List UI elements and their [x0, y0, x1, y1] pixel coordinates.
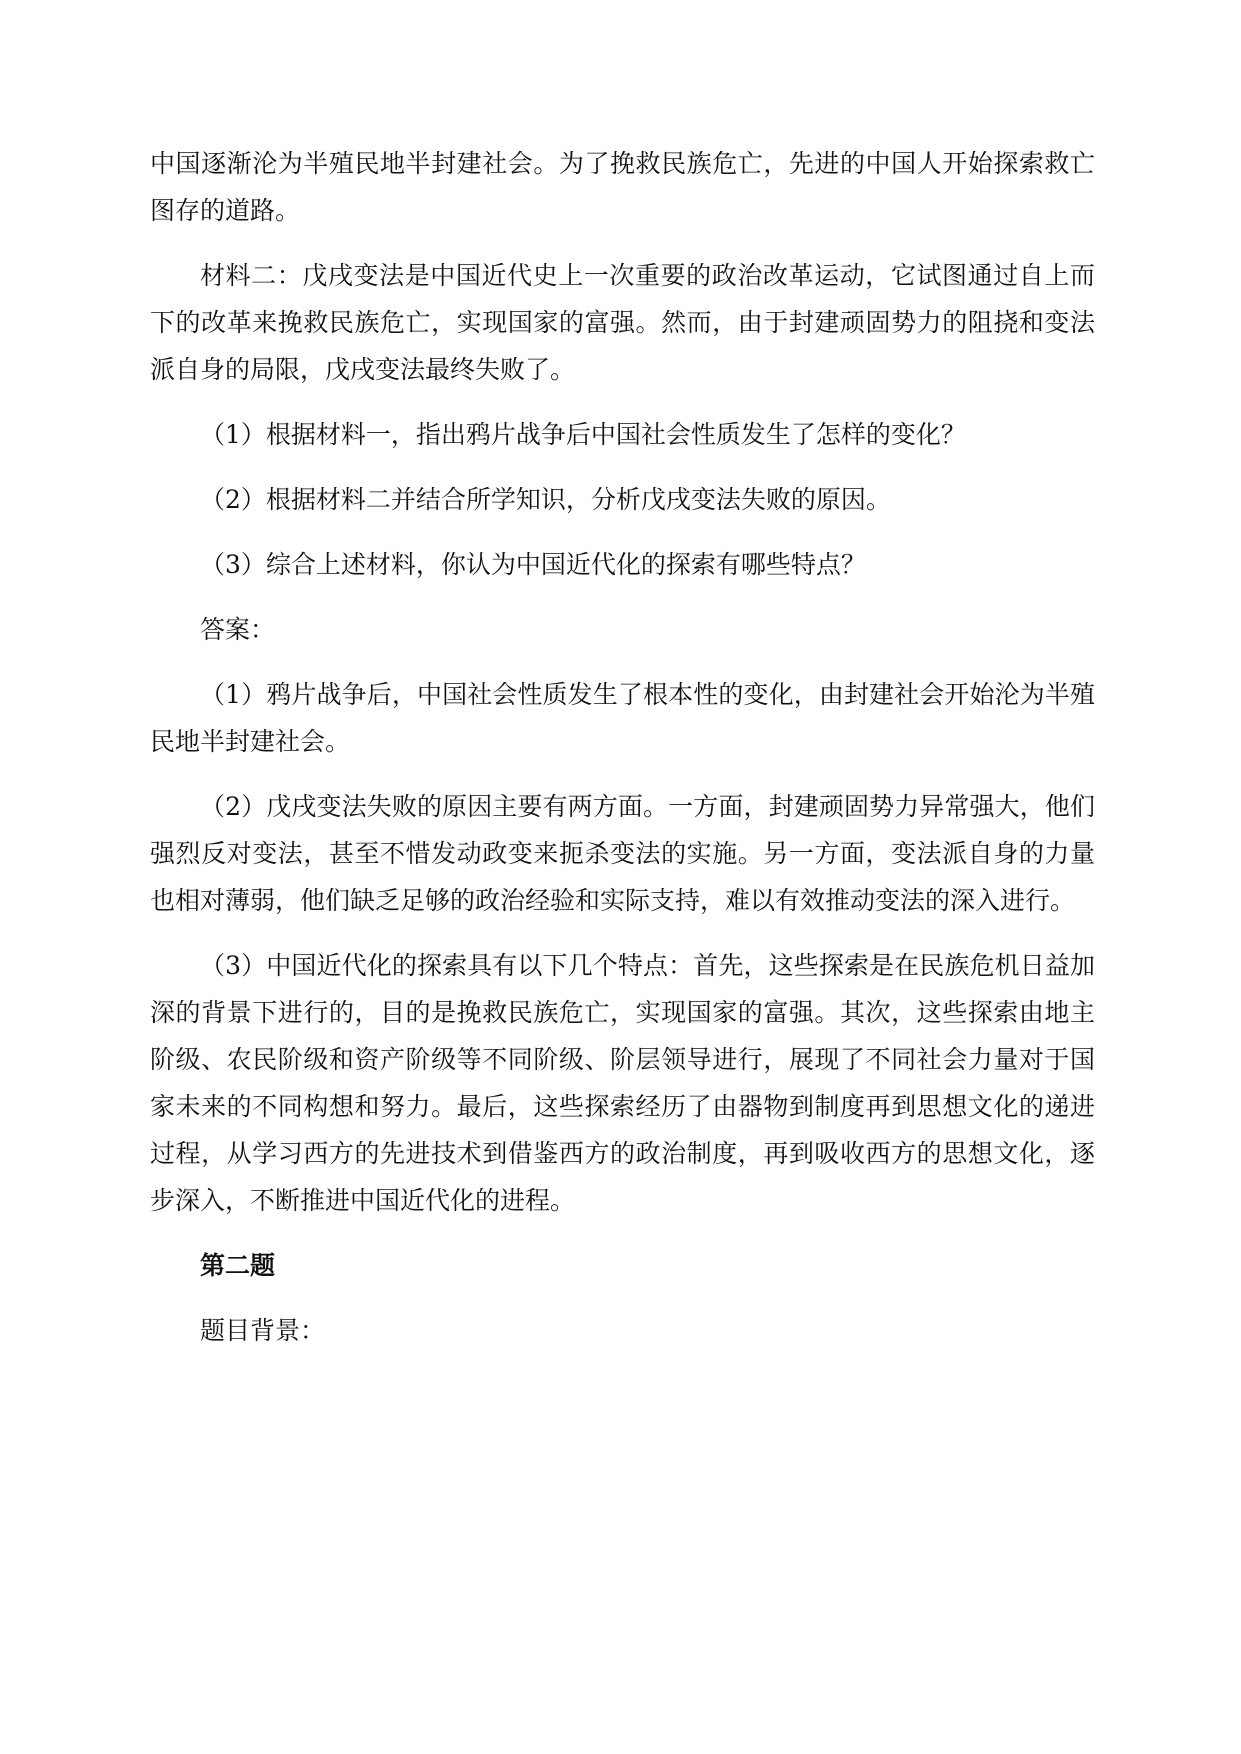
question-two: （2）根据材料二并结合所学知识，分析戊戌变法失败的原因。 — [200, 485, 891, 514]
section-subheading: 题目背景： — [200, 1316, 326, 1345]
answer-label: 答案： — [200, 615, 276, 644]
document-page — [150, 140, 1095, 1372]
section-heading: 第二题 — [200, 1251, 276, 1280]
paragraph-intro-continuation: 中国逐渐沦为半殖民地半封建社会。为了挽救民族危亡，先进的中国人开始探索救亡图存的道路。 — [150, 149, 1095, 225]
paragraph-material-two: 材料二：戊戌变法是中国近代史上一次重要的政治改革运动，它试图通过自上而下的改革来挽救民族危亡，实现国家的富强。然而，由于封建顽固势力的阻挠和变法派自身的局限，戊戌变法最终失败了。 — [150, 261, 1095, 384]
question-three: （3）综合上述材料，你认为中国近代化的探索有哪些特点？ — [200, 550, 866, 579]
answer-two: （2）戊戌变法失败的原因主要有两方面。一方面，封建顽固势力异常强大，他们强烈反对变法，甚至不惜发动政变来扼杀变法的实施。另一方面，变法派自身的力量也相对薄弱，他们缺乏足够的政治经验和实际支持，难以有效推动变法的深入进行。 — [150, 792, 1095, 915]
answer-one: （1）鸦片战争后，中国社会性质发生了根本性的变化，由封建社会开始沦为半殖民地半封建社会。 — [150, 680, 1095, 756]
answer-three: （3）中国近代化的探索具有以下几个特点：首先，这些探索是在民族危机日益加深的背景下进行的，目的是挽救民族危亡，实现国家的富强。其次，这些探索由地主阶级、农民阶级和资产阶级等不同阶级、阶层领导进行，展现了不同社会力量对于国家未来的不同构想和努力。最后，这些探索经历了由器物到制度再到思想文化的递进过程，从学习西方的先进技术到借鉴西方的政治制度，再到吸收西方的思想文化，逐步深入，不断推进中国近代化的进程。 — [150, 951, 1095, 1215]
question-one: （1）根据材料一，指出鸦片战争后中国社会性质发生了怎样的变化？ — [200, 420, 966, 449]
